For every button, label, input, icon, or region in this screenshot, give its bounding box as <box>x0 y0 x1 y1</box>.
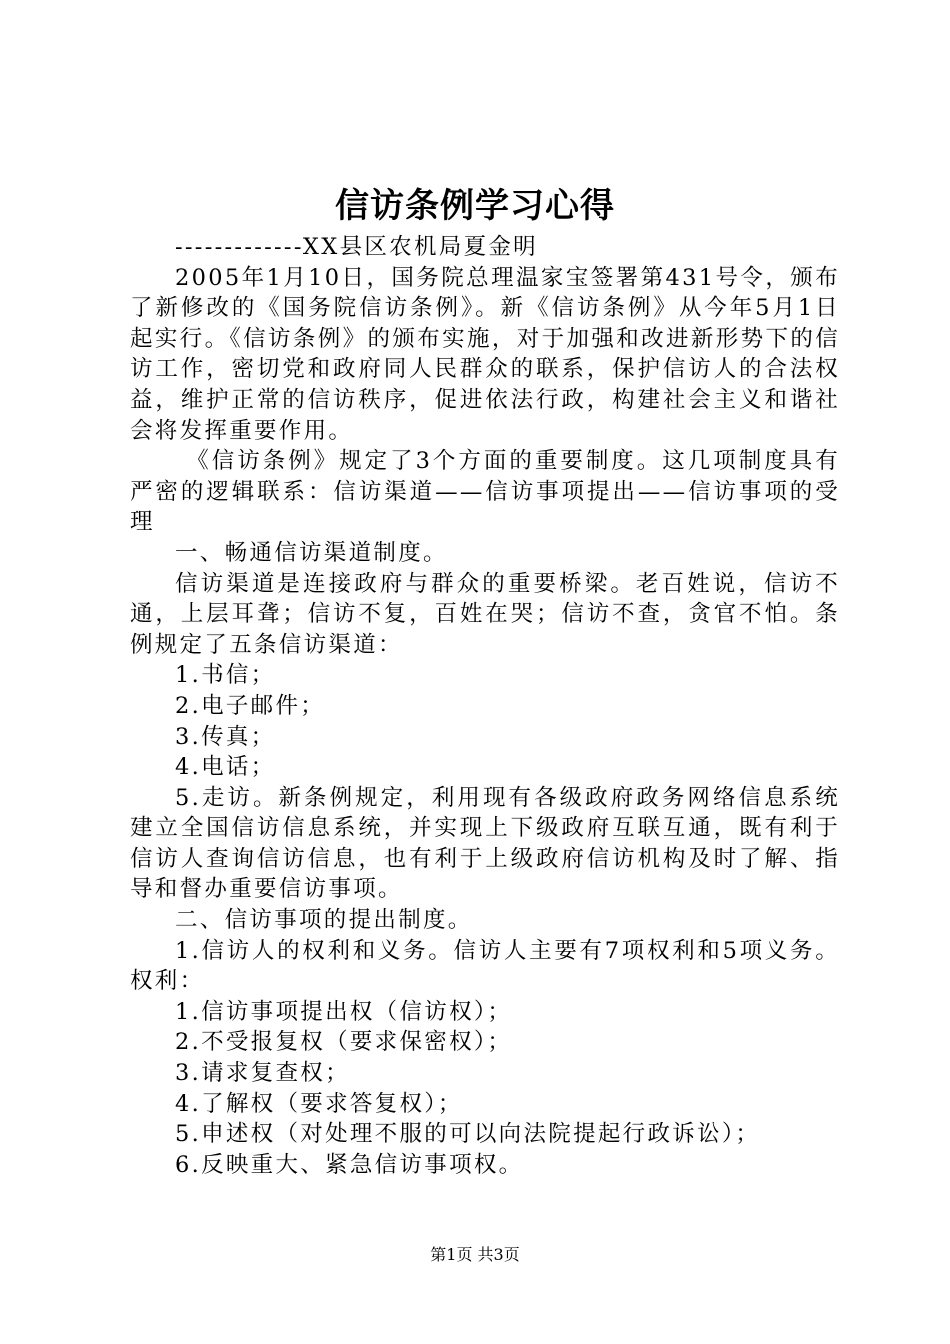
list-item: 1.书信； <box>175 662 276 689</box>
paragraph: 1.信访人的权利和义务。信访人主要有7项权利和5项义务。权利： <box>130 937 840 995</box>
paragraph: 信访渠道是连接政府与群众的重要桥梁。老百姓说，信访不通，上层耳聋；信访不复，百姓在哭；信访不查，贪官不怕。条例规定了五条信访渠道： <box>130 570 840 658</box>
list-item: 3.请求复查权； <box>175 1060 350 1087</box>
paragraph: 2005年1月10日，国务院总理温家宝签署第431号令，颁布了新修改的《国务院信访条例》。新《信访条例》从今年5月1日起实行。《信访条例》的颁布实施，对于加强和改进新形势下的信访工作，密切党和政府同人民群众的联系，保护信访人的合法权益，维护正常的信访秩序，促进依法行政，构建社会主义和谐社会将发挥重要作用。 <box>130 264 840 444</box>
page-footer: 第1页 共3页 <box>430 1245 520 1264</box>
section-heading: 一、畅通信访渠道制度。 <box>175 539 448 566</box>
list-item: 5.走访。新条例规定，利用现有各级政府政务网络信息系统建立全国信访信息系统，并实现上下级政府互联互通，既有利于信访人查询信访信息，也有利于上级政府信访机构及时了解、指导和督办重要信访事项。 <box>130 784 840 903</box>
list-item: 3.传真； <box>175 723 276 750</box>
document-body <box>130 232 840 1180</box>
list-item: 2.不受报复权（要求保密权）； <box>175 1029 513 1056</box>
document-title: 信访条例学习心得 <box>335 186 615 226</box>
list-item: 4.电话； <box>175 754 276 781</box>
author-line: -------------XX县区农机局夏金明 <box>175 234 538 260</box>
list-item: 4.了解权（要求答复权）； <box>175 1090 463 1117</box>
section-heading: 二、信访事项的提出制度。 <box>175 907 473 934</box>
list-item: 2.电子邮件； <box>175 692 326 719</box>
list-item: 6.反映重大、紧急信访事项权。 <box>175 1151 524 1178</box>
paragraph: 《信访条例》规定了3个方面的重要制度。这几项制度具有严密的逻辑联系：信访渠道——信访事项提出——信访事项的受理 <box>130 448 840 536</box>
list-item: 5.申述权（对处理不服的可以向法院提起行政诉讼）； <box>175 1121 761 1148</box>
list-item: 1.信访事项提出权（信访权）； <box>175 998 513 1025</box>
